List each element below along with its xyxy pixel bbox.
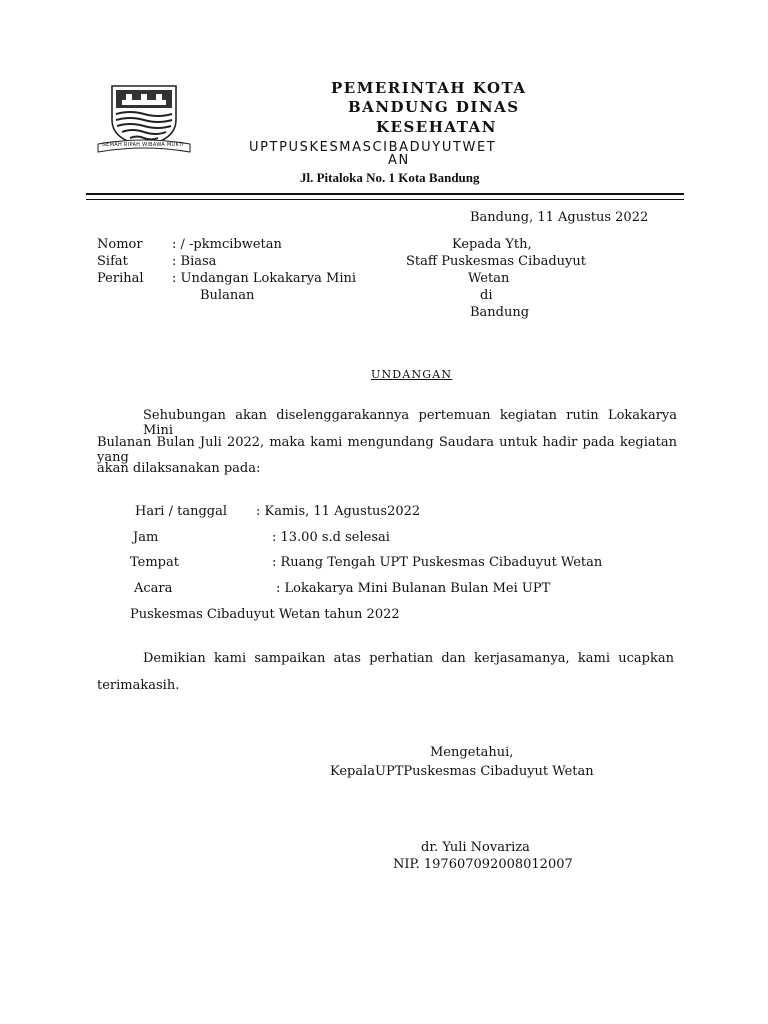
paragraph-1-line-1: Sehubungan akan diselenggarakannya pertemuan kegiatan rutin Lokakarya Mini	[143, 408, 677, 438]
header-line-4a: UPTPUSKESMASCIBADUYUTWET	[249, 140, 497, 155]
paragraph-1-line-3: akan dilaksanakan pada:	[97, 461, 261, 476]
letter-date: Bandung, 11 Agustus 2022	[470, 210, 649, 225]
detail-tempat-label: Tempat	[130, 555, 179, 570]
paragraph-1-line-2: Bulanan Bulan Juli 2022, maka kami mengundang Saudara untuk hadir pada kegiatan yang	[97, 435, 677, 465]
meta-perihal-continued: Bulanan	[200, 288, 255, 303]
recipient-line-2: Staff Puskesmas Cibaduyut	[406, 254, 586, 269]
meta-perihal-value: : Undangan Lokakarya Mini	[172, 271, 357, 286]
meta-sifat-label: Sifat	[97, 254, 128, 269]
header-address: Jl. Pitaloka No. 1 Kota Bandung	[300, 170, 480, 185]
header-divider-thick	[86, 193, 684, 195]
meta-perihal-label: Perihal	[97, 271, 144, 286]
logo-motto: GEMAH RIPAH WIBAWA MUKTI	[102, 142, 184, 148]
detail-hari-value: : Kamis, 11 Agustus2022	[256, 504, 421, 519]
recipient-line-1: Kepada Yth,	[452, 237, 532, 252]
header-line-4b: AN	[388, 153, 410, 168]
signature-intro: Mengetahui,	[430, 745, 514, 760]
detail-acara-label: Acara	[134, 581, 173, 596]
header-line-3: KESEHATAN	[376, 118, 497, 136]
header-line-2: BANDUNG DINAS	[348, 98, 520, 116]
meta-nomor-label: Nomor	[97, 237, 143, 252]
detail-jam-label: Jam	[133, 530, 159, 545]
detail-jam-value: : 13.00 s.d selesai	[272, 530, 390, 545]
detail-tempat-value: : Ruang Tengah UPT Puskesmas Cibaduyut Wetan	[272, 555, 603, 570]
detail-acara-value: : Lokakarya Mini Bulanan Bulan Mei UPT	[276, 581, 551, 596]
letter-title: UNDANGAN	[371, 368, 453, 381]
header-line-1: PEMERINTAH KOTA	[331, 79, 527, 97]
recipient-line-4: di	[480, 288, 493, 303]
meta-nomor-value: : / -pkmcibwetan	[172, 237, 282, 252]
meta-sifat-value: : Biasa	[172, 254, 217, 269]
signature-title: KepalaUPTPuskesmas Cibaduyut Wetan	[330, 764, 594, 779]
signature-nip: NIP. 197607092008012007	[393, 857, 573, 872]
closing-line-2: terimakasih.	[97, 678, 180, 693]
detail-acara-continued: Puskesmas Cibaduyut Wetan tahun 2022	[130, 607, 400, 622]
recipient-line-5: Bandung	[470, 305, 530, 320]
city-logo	[96, 80, 192, 156]
recipient-line-3: Wetan	[468, 271, 510, 286]
header-divider-thin	[86, 199, 684, 200]
detail-hari-label: Hari / tanggal	[135, 504, 228, 519]
signature-name: dr. Yuli Novariza	[421, 840, 530, 855]
closing-line-1: Demikian kami sampaikan atas perhatian dan kerjasamanya, kami ucapkan	[143, 651, 674, 666]
